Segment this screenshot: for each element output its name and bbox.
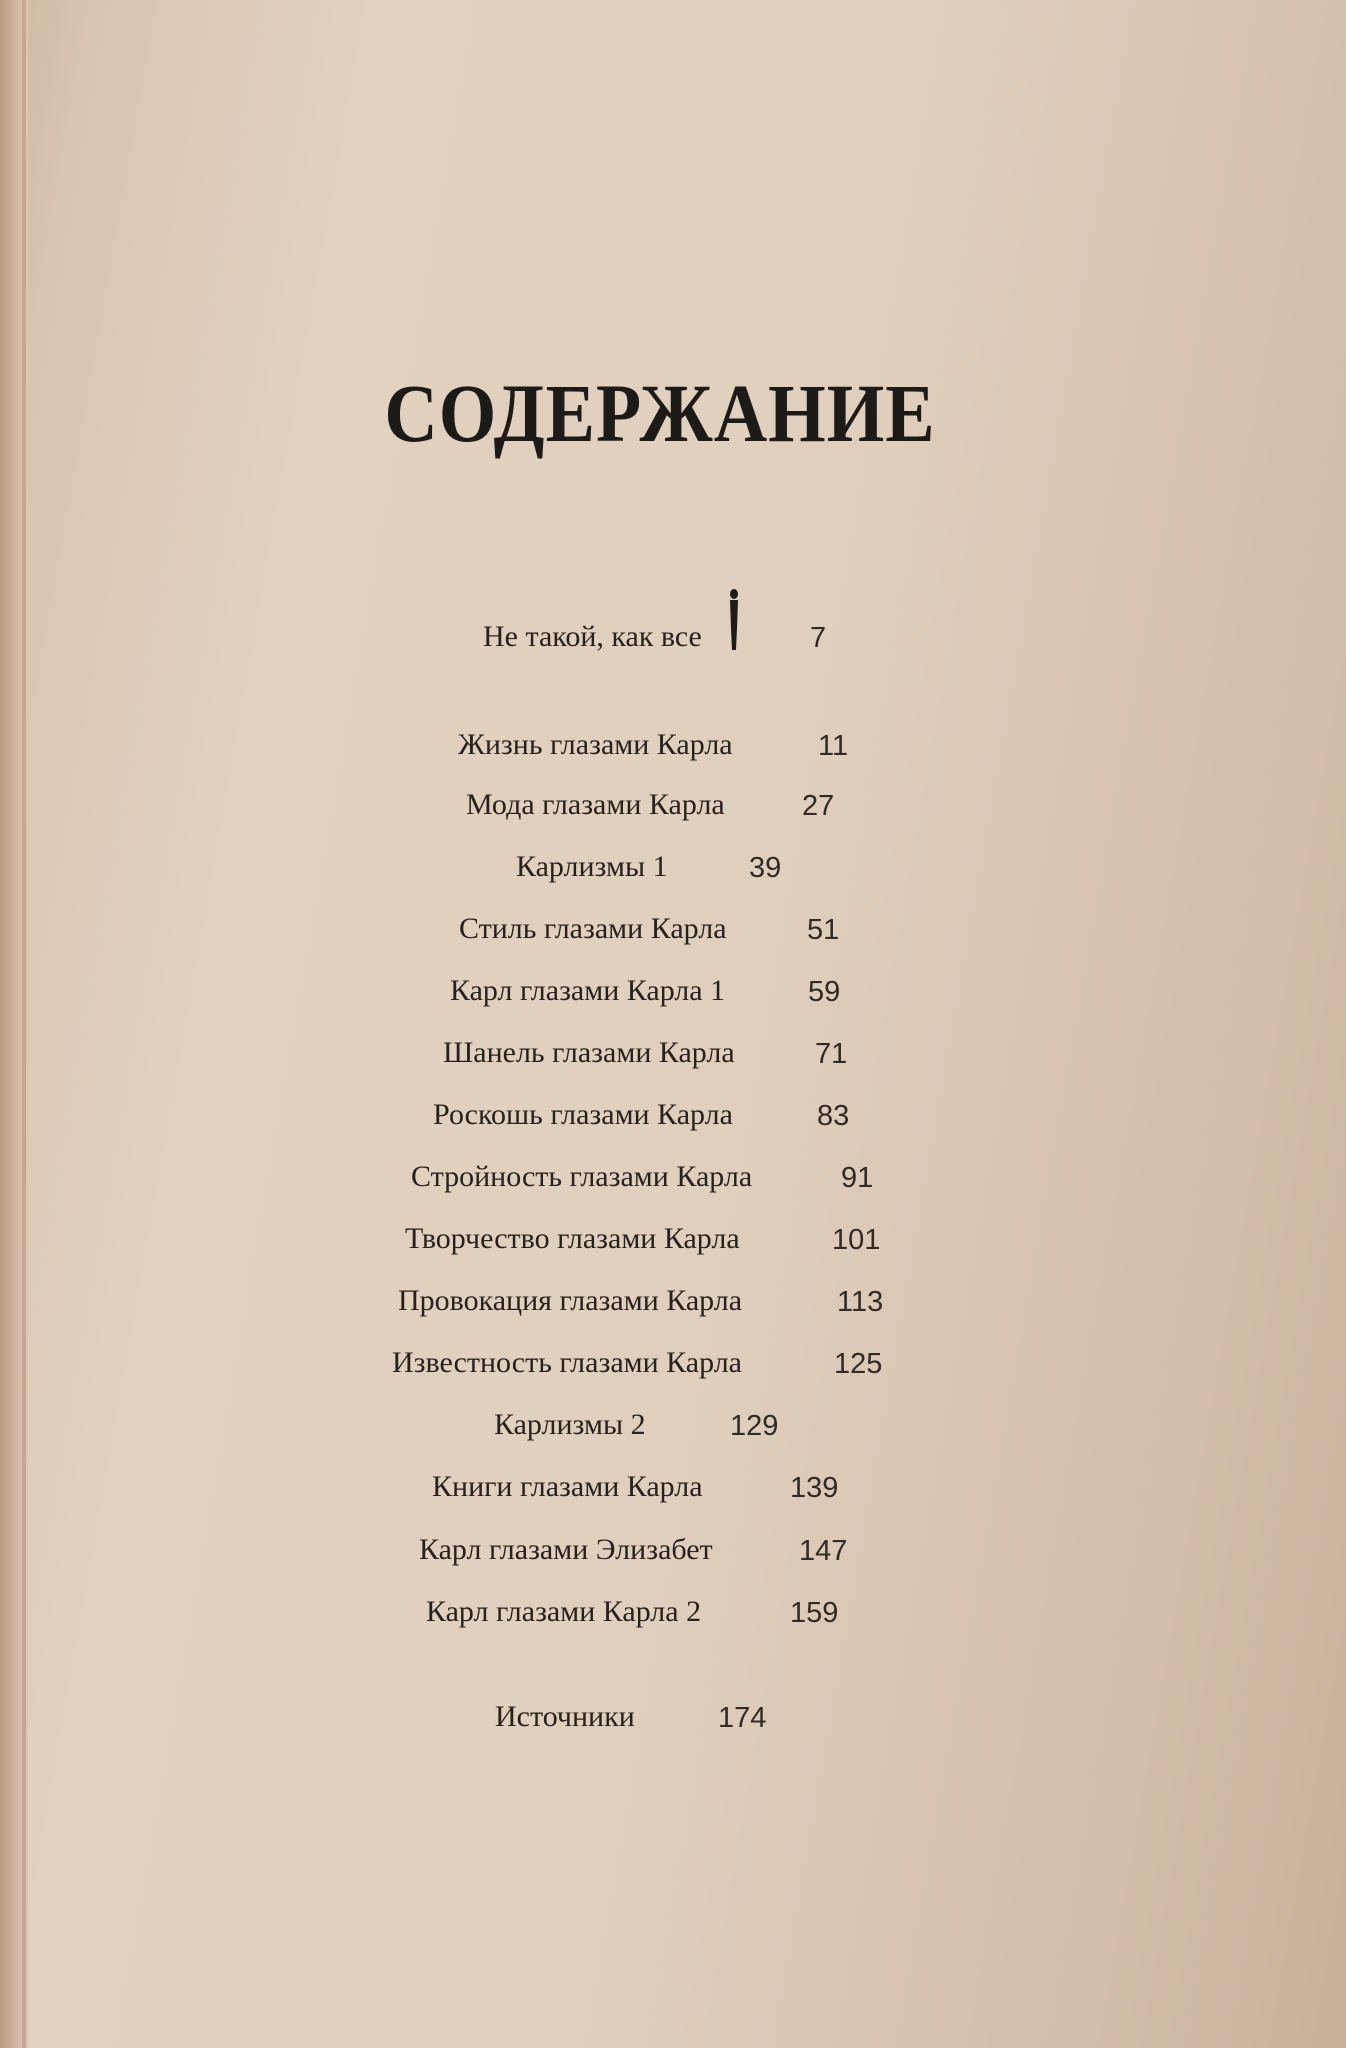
toc-entry-page: 51 xyxy=(807,914,840,946)
toc-entry-title: Роскошь глазами Карла xyxy=(433,1098,733,1131)
toc-entry-title: Карлизмы 2 xyxy=(494,1408,646,1441)
toc-entry-page: 91 xyxy=(841,1162,874,1194)
toc-entry-page: 101 xyxy=(832,1224,881,1256)
toc-entry-title: Мода глазами Карла xyxy=(466,788,725,821)
toc-entry-page: 125 xyxy=(834,1348,883,1380)
toc-entry-title: Карл глазами Элизабет xyxy=(419,1533,713,1566)
toc-entry-title: Стройность глазами Карла xyxy=(411,1160,753,1193)
toc-entry-title: Известность глазами Карла xyxy=(392,1346,742,1379)
toc-entry-page: 159 xyxy=(790,1597,839,1629)
toc-entry-title: Карл глазами Карла 2 xyxy=(426,1595,702,1628)
toc-entry-page: 71 xyxy=(815,1038,848,1070)
toc-entry-title: Стиль глазами Карла xyxy=(459,912,727,945)
toc-entry-page: 59 xyxy=(808,976,841,1008)
toc-entry-title: Не такой, как все xyxy=(483,620,702,653)
toc-entry-page: 129 xyxy=(730,1410,779,1442)
toc-entry-title: Источники xyxy=(495,1700,635,1733)
toc-entry-title: Книги глазами Карла xyxy=(432,1470,703,1503)
toc-entry-page: 39 xyxy=(749,852,782,884)
toc-entry-title: Жизнь глазами Карла xyxy=(458,728,733,761)
toc-entry-page: 174 xyxy=(718,1702,767,1734)
toc-entry-page: 27 xyxy=(802,790,835,822)
toc-entry-title: Провокация глазами Карла xyxy=(398,1284,743,1317)
toc-entry-title: Творчество глазами Карла xyxy=(405,1222,740,1255)
toc-entry-page: 83 xyxy=(817,1100,850,1132)
toc-entry-title: Карл глазами Карла 1 xyxy=(450,974,726,1007)
toc-entry-page: 11 xyxy=(818,730,849,762)
page-title: СОДЕРЖАНИЕ xyxy=(384,368,936,460)
silhouette-figure-icon xyxy=(726,588,742,657)
toc-entry-page: 147 xyxy=(799,1535,848,1567)
toc-entry-page: 139 xyxy=(790,1472,839,1504)
toc-entry-page: 113 xyxy=(837,1286,884,1318)
toc-entry-title: Карлизмы 1 xyxy=(516,850,668,883)
toc-entry-title: Шанель глазами Карла xyxy=(443,1036,735,1069)
toc-entry-page: 7 xyxy=(810,622,827,654)
